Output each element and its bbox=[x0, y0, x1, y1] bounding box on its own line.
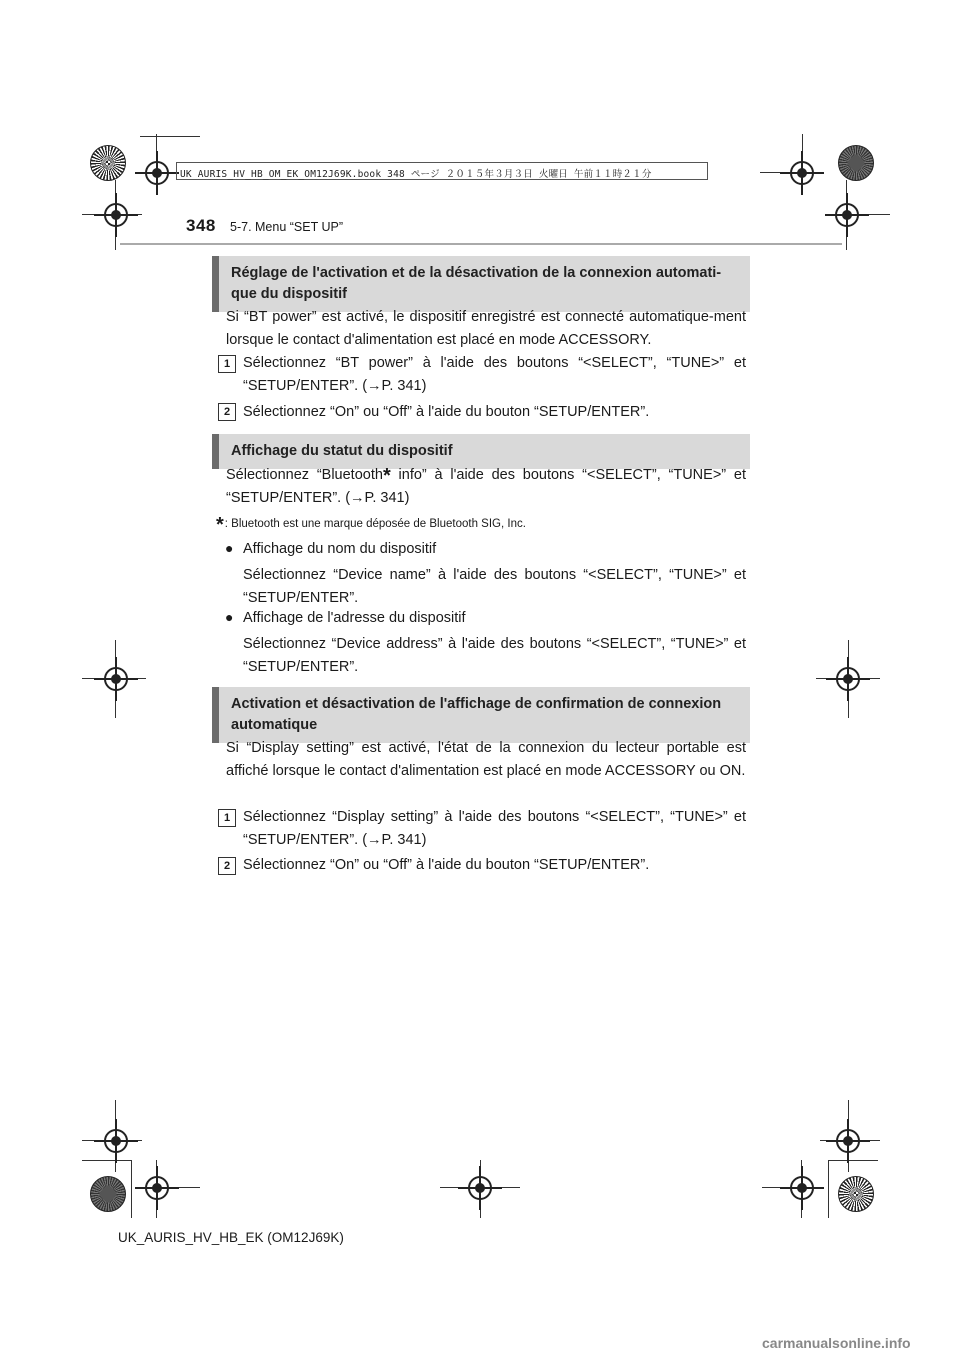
registration-mark-icon bbox=[836, 667, 860, 691]
heading-display-confirm: Activation et désactivation de l'affichage de confirmation de connexion automatique bbox=[212, 687, 750, 743]
bullet-icon: ● bbox=[225, 540, 234, 556]
starburst-mark-icon bbox=[838, 145, 874, 181]
footnote-star: * bbox=[216, 514, 224, 536]
registration-mark-icon bbox=[145, 161, 169, 185]
paragraph-auto-connect: Si “BT power” est activé, le dispositif enregistré est connecté automatique-ment lorsque le contact d'alimentation est placé en mode ACCESSORY. bbox=[226, 309, 746, 348]
registration-mark-icon bbox=[104, 1129, 128, 1153]
registration-mark-icon bbox=[104, 203, 128, 227]
bullet-text: Sélectionnez “Device name” à l'aide des boutons “<SELECT”, “TUNE>” et “SETUP/ENTER”. bbox=[243, 567, 746, 606]
page-number: 348 bbox=[186, 216, 216, 235]
step-text: Sélectionnez “Display setting” à l'aide des boutons “<SELECT”, “TUNE>” et “SETUP/ENTER”. (→P. 341) bbox=[243, 809, 746, 848]
bullet-text: Sélectionnez “Device address” à l'aide des boutons “<SELECT”, “TUNE>” et “SETUP/ENTER”. bbox=[243, 636, 746, 675]
footnote-text: : Bluetooth est une marque déposée de Bluetooth SIG, Inc. bbox=[224, 518, 526, 530]
registration-mark-icon bbox=[835, 203, 859, 227]
paragraph-display-confirm: Si “Display setting” est activé, l'état de la connexion du lecteur portable est affiché lorsque le contact d'alimentation est placé en mode ACCESSORY ou ON. bbox=[226, 740, 746, 779]
step-text: Sélectionnez “On” ou “Off” à l'aide du bouton “SETUP/ENTER”. bbox=[243, 857, 650, 873]
watermark: carmanualsonline.info bbox=[762, 1335, 911, 1351]
manual-code: UK_AURIS_HV_HB_EK (OM12J69K) bbox=[118, 1230, 344, 1245]
starburst-mark-icon bbox=[838, 1176, 874, 1212]
bullet-title: Affichage de l'adresse du dispositif bbox=[243, 610, 466, 626]
starburst-mark-icon bbox=[90, 145, 126, 181]
paragraph-text: Sélectionnez “Bluetooth bbox=[226, 467, 383, 483]
footnote-ref: * bbox=[382, 465, 391, 487]
registration-mark-icon bbox=[836, 1129, 860, 1153]
book-info-line: UK AURIS_HV_HB_OM_EK_OM12J69K.book 348 ページ ２０１５年３月３日 火曜日 午前１１時２１分 bbox=[180, 169, 652, 180]
paragraph-text: info” à l'aide des boutons “<SELECT”, “TUNE>” et “SETUP/ENTER”. (→P. 341) bbox=[226, 467, 747, 506]
paragraph-status bbox=[226, 464, 746, 509]
starburst-mark-icon bbox=[90, 1176, 126, 1212]
registration-mark-icon bbox=[790, 1176, 814, 1200]
footnote bbox=[216, 514, 526, 537]
step-text: Sélectionnez “On” ou “Off” à l'aide du bouton “SETUP/ENTER”. bbox=[243, 404, 650, 420]
step-number-badge: 1 bbox=[218, 809, 236, 827]
step-number-badge: 1 bbox=[218, 355, 236, 373]
heading-auto-connect: Réglage de l'activation et de la désactivation de la connexion automati-que du dispositif bbox=[212, 256, 750, 312]
bullet-title: Affichage du nom du dispositif bbox=[243, 541, 437, 557]
registration-mark-icon bbox=[104, 667, 128, 691]
registration-mark-icon bbox=[145, 1176, 169, 1200]
step-text: Sélectionnez “BT power” à l'aide des boutons “<SELECT”, “TUNE>” et “SETUP/ENTER”. (→P. 341) bbox=[243, 355, 746, 394]
header-rule bbox=[120, 243, 842, 245]
step-number-badge: 2 bbox=[218, 403, 236, 421]
heading-status: Affichage du statut du dispositif bbox=[212, 434, 750, 469]
registration-mark-icon bbox=[790, 161, 814, 185]
section-title: 5-7. Menu “SET UP” bbox=[230, 220, 344, 234]
bullet-icon: ● bbox=[225, 609, 234, 625]
step-number-badge: 2 bbox=[218, 857, 236, 875]
registration-mark-icon bbox=[468, 1176, 492, 1200]
